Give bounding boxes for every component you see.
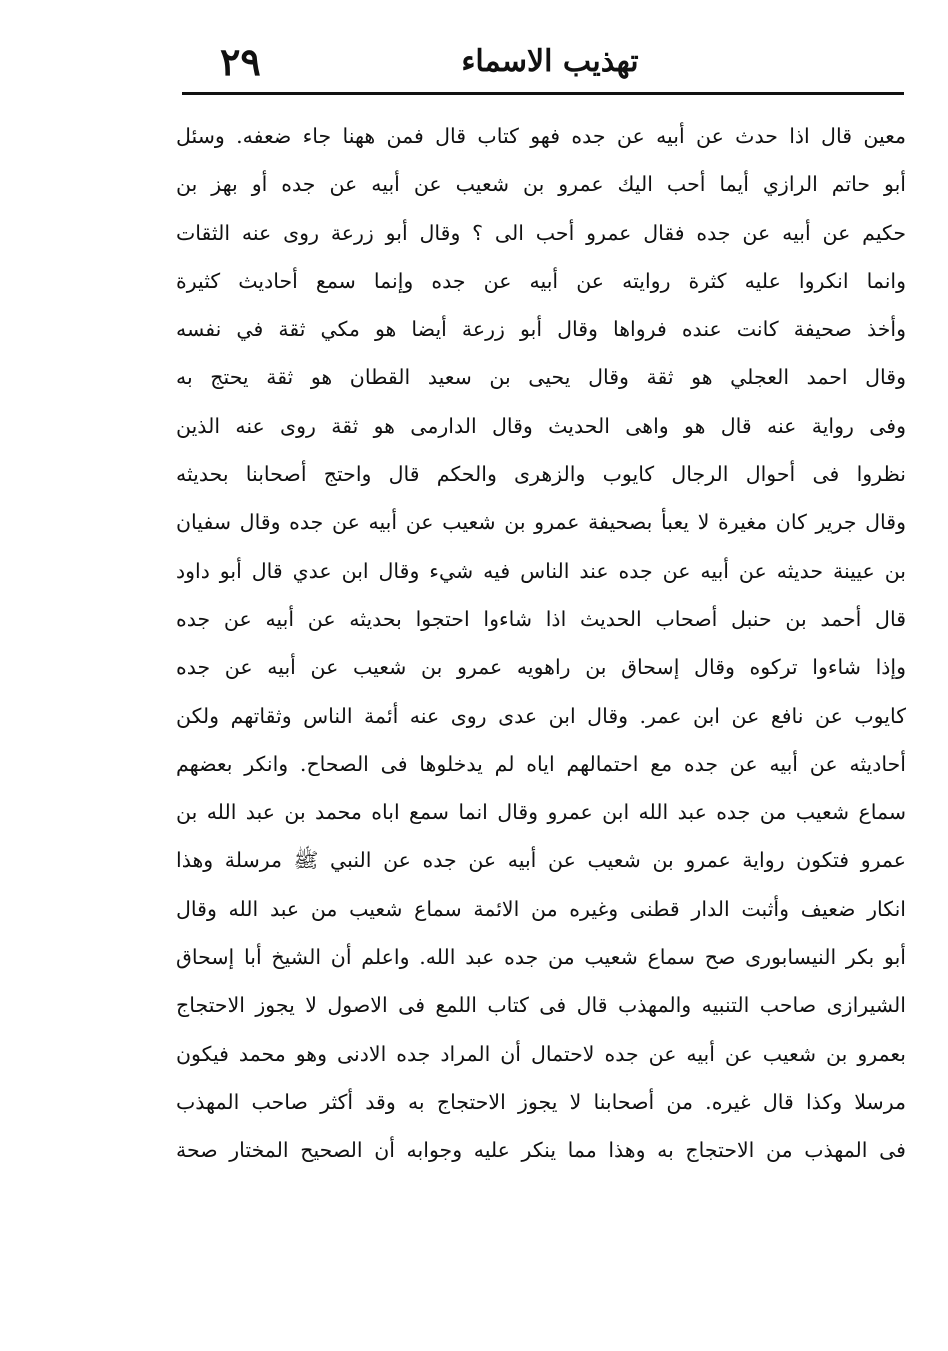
text-line-15: سماع شعيب من جده عبد الله ابن عمرو وقال انما سمع اباه محمد بن عبد الله بن <box>176 800 906 825</box>
body-text <box>176 112 906 1175</box>
text-line-2: أبو حاتم الرازي أيما أحب اليك عمرو بن شعيب عن أبيه عن جده أو بهز بن <box>176 172 906 197</box>
text-line-22: فى المهذب من الاحتجاج به وهذا مما ينكر عليه وجوابه أن الصحيح المختار صحة <box>176 1138 906 1163</box>
text-line-7: وفى رواية عنه قال هو واهى الحديث وقال الدارمى هو ثقة روى عنه الذين <box>176 413 906 438</box>
text-line-20: بعمرو بن شعيب عن أبيه عن جده لاحتمال أن المراد جده الادنى وهو محمد فيكون <box>176 1041 906 1066</box>
text-line-16: عمرو فتكون رواية عمرو بن شعيب عن أبيه عن جده عن النبي ﷺ مرسلة وهذا <box>176 848 906 873</box>
text-line-17: انكار ضعيف وأثبت الدار قطنى وغيره من الائمة سماع شعيب من عبد الله وقال <box>176 896 906 921</box>
text-line-4: وانما انكروا عليه كثرة روايته عن أبيه عن جده وإنما سمع أحاديث كثيرة <box>176 268 906 293</box>
text-line-13: كايوب عن نافع عن ابن عمر. وقال ابن عدى روى عنه أئمة الناس وثقاتهم ولكن <box>176 703 906 728</box>
text-line-19: الشيرازى صاحب التنبيه والمهذب قال فى كتاب اللمع فى الاصول لا يجوز الاحتجاج <box>176 993 906 1018</box>
page-header <box>180 38 900 88</box>
text-line-8: نظروا فى أحوال الرجال كايوب والزهرى والحكم قال واحتج أصحابنا بحديثه <box>176 462 906 487</box>
text-line-6: وقال احمد العجلي هو ثقة وقال يحيى بن سعيد القطان هو ثقة يحتج به <box>176 365 906 390</box>
text-line-1: معين قال اذا حدث عن أبيه عن جده فهو كتاب قال فمن ههنا جاء ضعفه. وسئل <box>176 124 906 148</box>
header-rule <box>182 92 904 95</box>
text-line-18: أبو بكر النيسابورى صح سماع شعيب من جده عبد الله. واعلم أن الشيخ أبا إسحاق <box>176 945 906 970</box>
text-line-14: أحاديثه عن أبيه عن جده مع احتمالهم اياه لم يدخلوها فى الصحاح. وانكر بعضهم <box>176 751 906 776</box>
text-line-10: بن عيينة حديثه عن أبيه عن جده عند الناس فيه شيء وقال ابن عدي قال أبو داود <box>176 558 906 583</box>
text-line-3: حكيم عن أبيه عن جده فقال عمرو أحب الى ؟ وقال أبو زرعة روى عنه الثقات <box>176 220 906 245</box>
page-number: ٢٩ <box>220 39 261 84</box>
text-line-21: مرسلا وكذا قال غيره. من أصحابنا لا يجوز الاحتجاج به وقد أكثر صاحب المهذب <box>176 1089 906 1114</box>
text-line-11: قال أحمد بن حنبل أصحاب الحديث اذا شاءوا احتجوا بحديثه عن أبيه عن جده <box>176 606 906 631</box>
text-line-9: وقال جرير كان مغيرة لا يعبأ بصحيفة عمرو بن شعيب عن أبيه عن جده وقال سفيان <box>176 510 906 535</box>
running-title: تهذيب الاسماء <box>461 44 639 79</box>
text-line-12: وإذا شاءوا تركوه وقال إسحاق بن راهويه عمرو بن شعيب عن أبيه عن جده <box>176 655 906 680</box>
text-line-5: وأخذ صحيفة كانت عنده فرواها وقال أبو زرعة أيضا هو مكي ثقة في نفسه <box>176 317 906 342</box>
